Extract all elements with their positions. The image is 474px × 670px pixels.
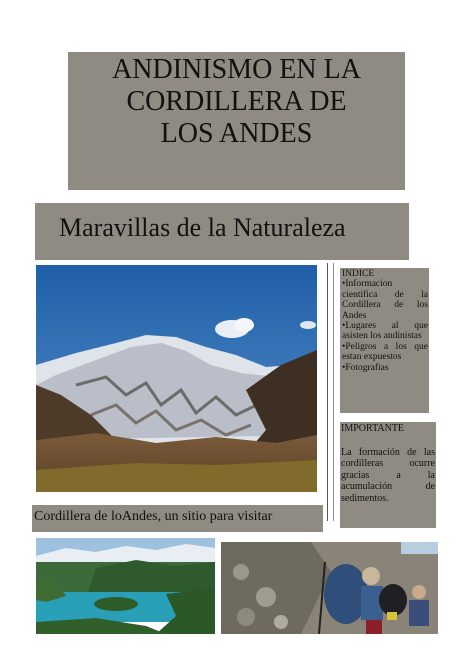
- column-divider-shadow: [333, 263, 334, 521]
- index-item: •Lugares al que asisten los andinistas: [342, 321, 428, 342]
- index-heading: INDICE: [342, 269, 375, 279]
- subtitle-box: [35, 203, 409, 260]
- mountain-photo: [36, 265, 317, 492]
- mountain-illustration: [36, 265, 317, 492]
- title-box: [68, 52, 405, 190]
- title-line-3: LOS ANDES: [160, 118, 313, 149]
- index-item: •Fotografias: [342, 362, 389, 373]
- title-line-1: ANDINISMO EN LA: [112, 54, 361, 85]
- index-item: •Informacion cientifica de la Cordillera de los Andes: [342, 279, 428, 321]
- index-item: •Peligros a los que estan expuestos: [342, 341, 428, 363]
- subtitle-text: Maravillas de la Naturaleza: [59, 213, 346, 242]
- title-line-2: CORDILLERA DE: [126, 86, 347, 117]
- column-divider: [327, 263, 328, 521]
- important-box: [340, 422, 436, 528]
- important-body: La formación de las cordilleras ocurre gracias a la acumulación de sedimentos.: [341, 446, 435, 504]
- index-box: [340, 268, 429, 413]
- caption-box: [32, 505, 323, 532]
- important-heading: IMPORTANTE: [341, 423, 405, 434]
- caption-text: Cordillera de loAndes, un sitio para visitar: [34, 509, 273, 524]
- lake-photo: [36, 538, 215, 634]
- hikers-photo: [221, 542, 438, 634]
- lake-illustration: [36, 538, 215, 634]
- hikers-illustration: [221, 542, 438, 634]
